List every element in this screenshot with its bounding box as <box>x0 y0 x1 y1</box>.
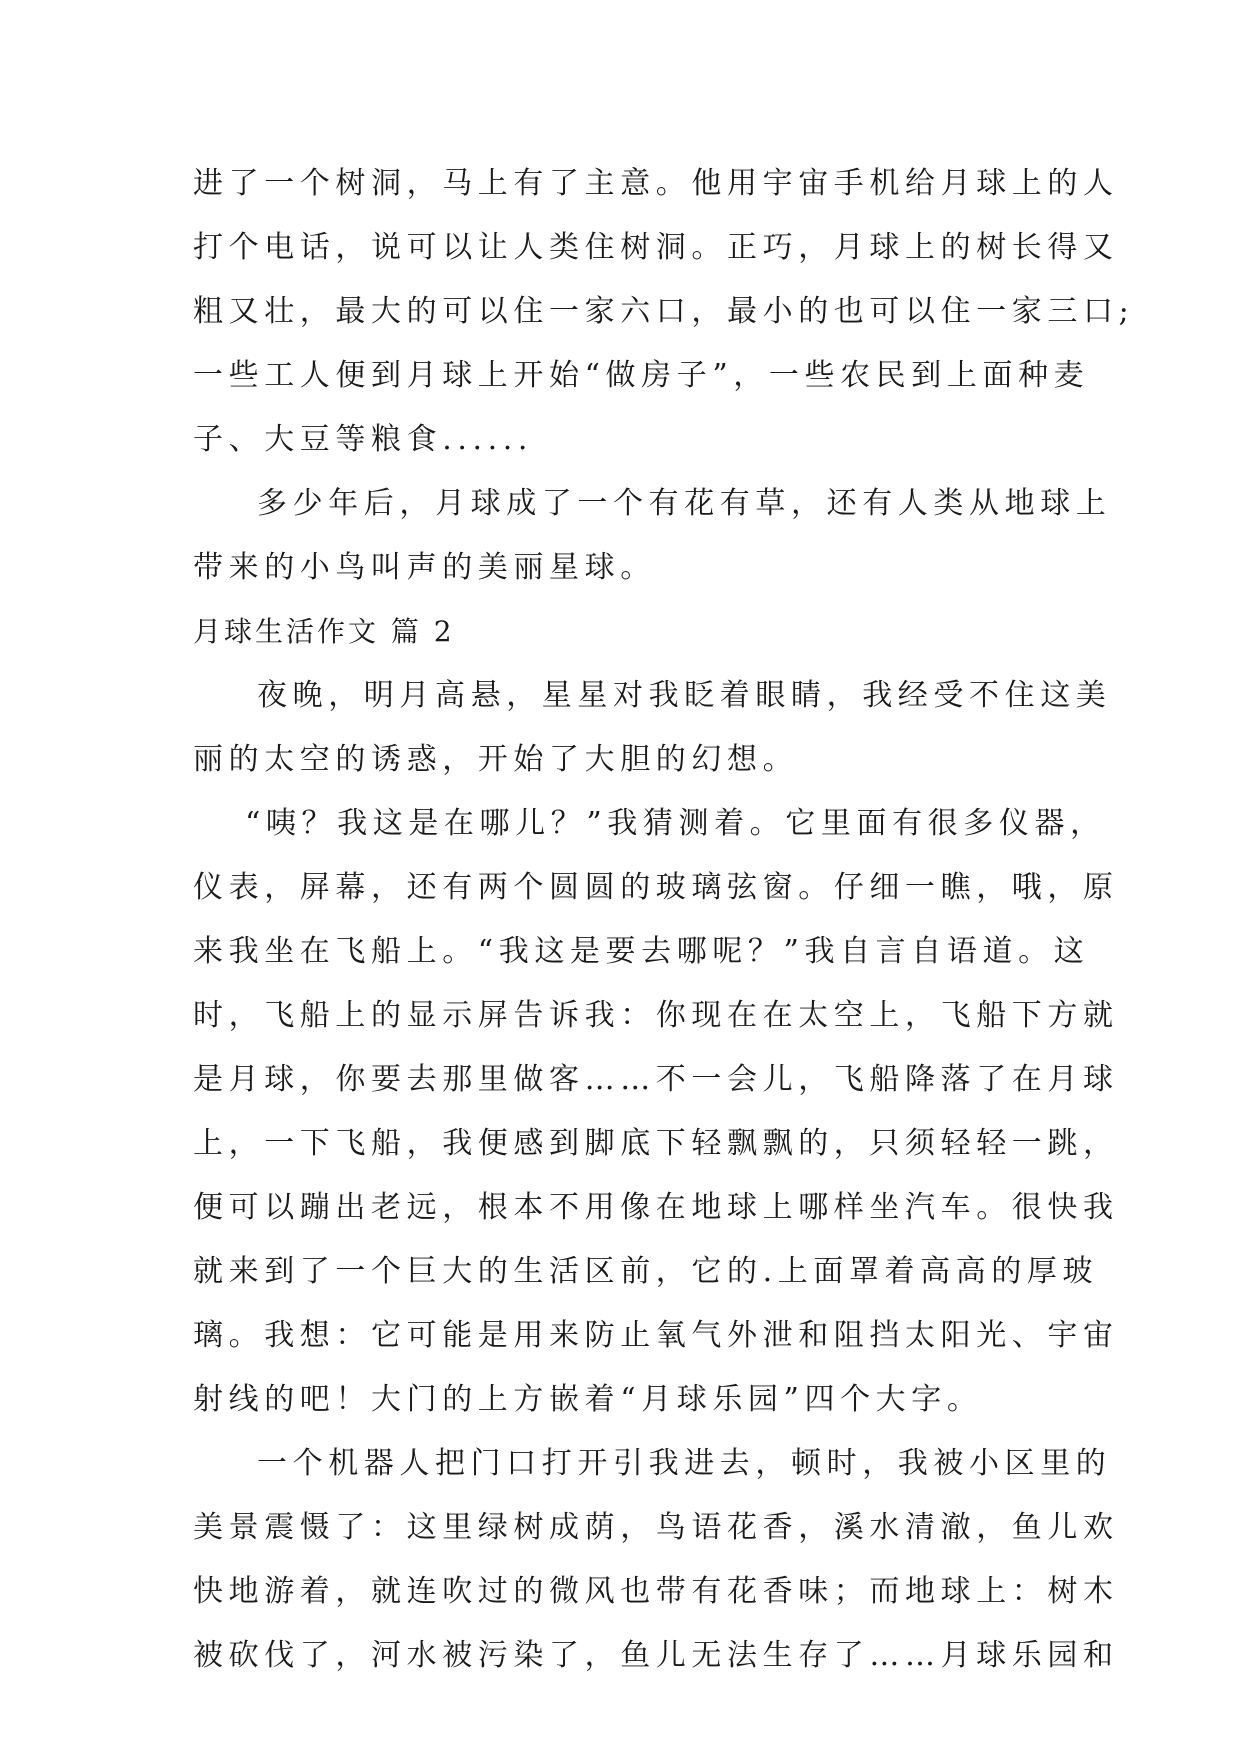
text-line: 便可以蹦出老远，根本不用像在地球上哪样坐汽车。很快我 <box>193 1190 1119 1225</box>
paragraph-start-line: 夜晚，明月高悬，星星对我眨着眼睛，我经受不住这美 <box>257 678 1112 713</box>
paragraph-start-line: “咦？我这是在哪儿？”我猜测着。它里面有很多仪器， <box>245 806 1106 841</box>
text-line: 射线的吧！大门的上方嵌着“月球乐园”四个大字。 <box>193 1382 983 1417</box>
text-line: 被砍伐了，河水被污染了，鱼儿无法生存了……月球乐园和 <box>193 1638 1119 1673</box>
text-line: 是月球，你要去那里做客……不一会儿，飞船降落了在月球 <box>193 1062 1119 1097</box>
text-line: 粗又壮，最大的可以住一家六口，最小的也可以住一家三口; <box>193 294 1135 329</box>
text-line: 璃。我想：它可能是用来防止氧气外泄和阻挡太阳光、宇宙 <box>193 1318 1119 1353</box>
text-line: 美景震慑了：这里绿树成荫，鸟语花香，溪水清澈，鱼儿欢 <box>193 1510 1119 1545</box>
text-line: 仪表，屏幕，还有两个圆圆的玻璃弦窗。仔细一瞧，哦，原 <box>193 870 1119 905</box>
paragraph-start-line: 多少年后，月球成了一个有花有草，还有人类从地球上 <box>257 486 1112 521</box>
text-line: 一些工人便到月球上开始“做房子”，一些农民到上面种麦 <box>193 358 1090 393</box>
text-line: 丽的太空的诱惑，开始了大胆的幻想。 <box>193 742 799 777</box>
text-line: 上，一下飞船，我便感到脚底下轻飘飘的，只须轻轻一跳， <box>193 1126 1119 1161</box>
text-line: 打个电话，说可以让人类住树洞。正巧，月球上的树长得又 <box>193 230 1119 265</box>
text-line: 时，飞船上的显示屏告诉我：你现在在太空上，飞船下方就 <box>193 998 1119 1033</box>
text-line: 快地游着，就连吹过的微风也带有花香味；而地球上：树木 <box>193 1574 1119 1609</box>
text-line: 就来到了一个巨大的生活区前，它的.上面罩着高高的厚玻 <box>193 1254 1099 1289</box>
section-heading: 月球生活作文 篇 2 <box>193 615 455 648</box>
text-line: 子、大豆等粮食...... <box>193 422 534 457</box>
text-line: 带来的小鸟叫声的美丽星球。 <box>193 550 656 585</box>
text-line: 来我坐在飞船上。“我这是要去哪呢？”我自言自语道。这 <box>193 934 1090 969</box>
essay-text <box>193 152 1135 1688</box>
paragraph-start-line: 一个机器人把门口打开引我进去，顿时，我被小区里的 <box>257 1446 1112 1481</box>
text-line: 进了一个树洞，马上有了主意。他用宇宙手机给月球上的人 <box>193 166 1119 201</box>
